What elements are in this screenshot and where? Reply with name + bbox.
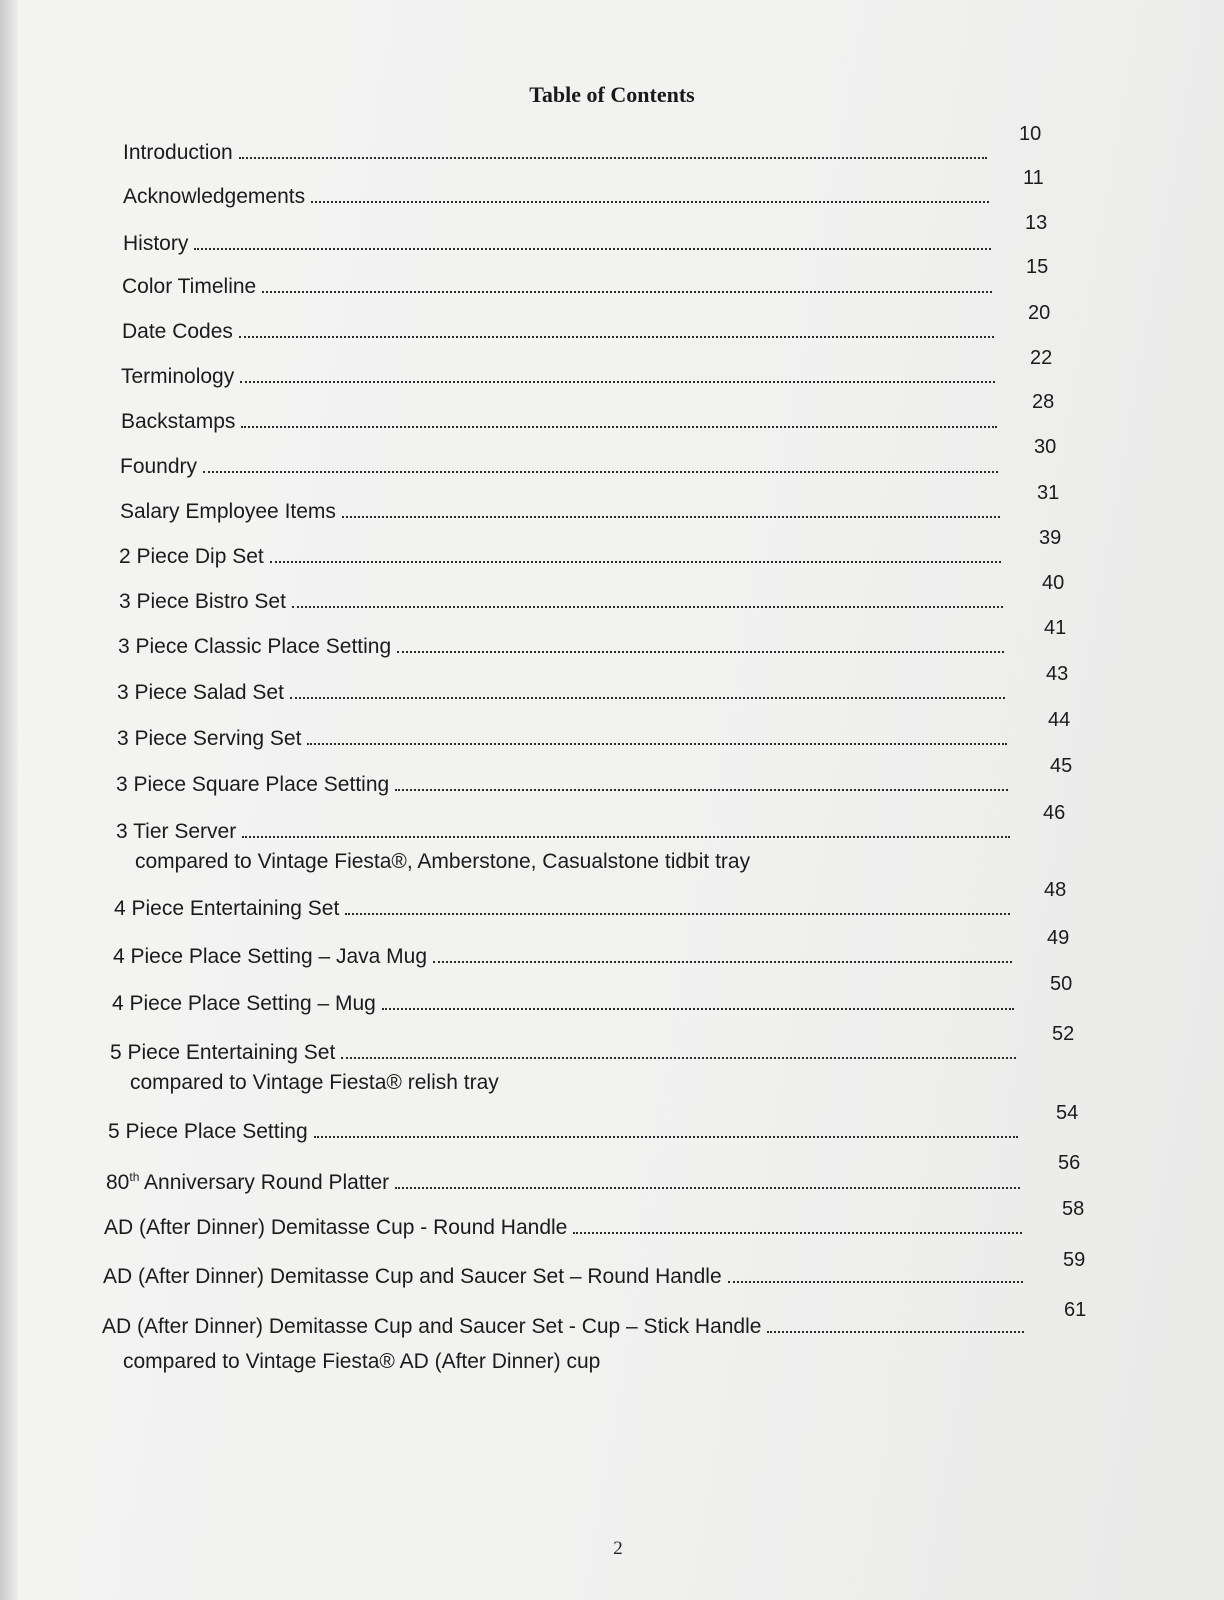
toc-entry-label: Salary Employee Items: [120, 500, 336, 523]
toc-entry-subtitle: compared to Vintage Fiesta® AD (After Dinner) cup: [123, 1350, 601, 1373]
toc-entry-page: 41: [1044, 617, 1067, 639]
leader-dots: [241, 420, 997, 428]
toc-entry-page: 48: [1044, 879, 1067, 901]
toc-entry-label: 3 Piece Serving Set: [117, 727, 302, 750]
toc-entry: [119, 572, 1065, 614]
toc-entry-label: Color Timeline: [122, 275, 257, 298]
toc-entry: [120, 482, 1060, 524]
toc-entry-label: Acknowledgements: [123, 185, 306, 208]
toc-entry-page: 46: [1043, 802, 1066, 824]
toc-entry: [122, 256, 1049, 299]
toc-entry-label: 3 Piece Classic Place Setting: [118, 635, 392, 658]
toc-entry-label: Foundry: [120, 455, 198, 478]
toc-entry-label: History: [123, 232, 189, 255]
page-number: 2: [613, 1538, 623, 1559]
toc-entry-label: 4 Piece Place Setting – Java Mug: [113, 945, 428, 968]
toc-entry: [123, 123, 1042, 165]
toc-entry: [118, 617, 1067, 659]
toc-entry: [121, 347, 1053, 389]
toc-entry: [112, 973, 1073, 1016]
leader-dots: [395, 783, 1008, 791]
toc-entry-page: 31: [1037, 482, 1060, 504]
leader-dots: [239, 151, 987, 159]
toc-entry-page: 39: [1039, 527, 1062, 549]
toc-entry-label: 4 Piece Place Setting – Mug: [112, 992, 376, 1015]
leader-dots: [240, 375, 995, 383]
toc-entry-page: 50: [1050, 973, 1073, 995]
leader-dots: [728, 1275, 1023, 1283]
leader-dots: [433, 955, 1012, 963]
toc-entry: [114, 879, 1067, 921]
toc-entry-label: 4 Piece Entertaining Set: [114, 897, 340, 920]
toc-entry-label: AD (After Dinner) Demitasse Cup and Saucer Set – Round Handle: [103, 1265, 722, 1288]
leader-dots: [311, 195, 989, 203]
toc-entry: [120, 436, 1057, 479]
toc-entry-label: 3 Piece Square Place Setting: [116, 773, 390, 796]
toc-entry-label: [106, 1170, 389, 1195]
toc-entry: [102, 1299, 1087, 1339]
toc-entry-label: 3 Piece Bistro Set: [119, 590, 286, 613]
toc-entry: [106, 1152, 1081, 1195]
leader-dots: [270, 555, 1001, 563]
toc-entry: [119, 527, 1062, 569]
toc-entry-page: 59: [1063, 1249, 1086, 1271]
toc-entry-page: 15: [1026, 256, 1049, 278]
toc-entry-page: 20: [1028, 302, 1051, 324]
leader-dots: [382, 1002, 1014, 1010]
toc-entry-page: 44: [1048, 709, 1071, 731]
toc-entry: [108, 1102, 1079, 1144]
toc-entry-page: 28: [1032, 391, 1055, 413]
leader-dots: [395, 1181, 1020, 1189]
toc-entry-label: 3 Piece Salad Set: [117, 681, 284, 704]
toc-entry-page: 22: [1030, 347, 1053, 369]
leader-dots: [242, 830, 1010, 838]
leader-dots: [573, 1226, 1022, 1234]
toc-entry-page: 54: [1056, 1102, 1079, 1124]
toc-entry: [104, 1198, 1085, 1240]
toc-entry: [121, 391, 1055, 434]
leader-dots: [342, 510, 1000, 518]
toc-entry-page: 11: [1023, 167, 1044, 189]
toc-entry-page: 43: [1046, 663, 1069, 685]
anniversary-number: 80: [106, 1171, 130, 1194]
toc-entry-page: 56: [1058, 1152, 1081, 1174]
ordinal-suffix: th: [129, 1170, 140, 1184]
toc-entry-subtitle: compared to Vintage Fiesta® relish tray: [130, 1071, 499, 1094]
toc-entry-page: 10: [1019, 123, 1042, 145]
toc-entry: [117, 709, 1071, 751]
toc-entry-page: 30: [1034, 436, 1057, 458]
leader-dots: [262, 285, 992, 293]
toc-entry: [123, 167, 1044, 209]
toc-entry-subtitle: compared to Vintage Fiesta®, Amberstone, Casualstone tidbit tray: [135, 850, 751, 873]
leader-dots: [767, 1325, 1024, 1333]
toc-entry-page: 52: [1052, 1023, 1075, 1045]
leader-dots: [314, 1130, 1018, 1138]
toc-entry-label: AD (After Dinner) Demitasse Cup - Round Handle: [104, 1216, 568, 1239]
leader-dots: [203, 465, 998, 473]
toc-entry: [116, 755, 1073, 797]
leader-dots: [290, 691, 1005, 699]
toc-entry-label: Date Codes: [122, 320, 233, 343]
toc-entry-label: AD (After Dinner) Demitasse Cup and Saucer Set - Cup – Stick Handle: [102, 1315, 762, 1338]
toc-entry-label: 5 Piece Entertaining Set: [110, 1041, 336, 1064]
toc-entry: [123, 212, 1048, 256]
toc-entry-page: 61: [1064, 1299, 1087, 1321]
toc-entry: [110, 1023, 1075, 1065]
toc-entry-label: 5 Piece Place Setting: [108, 1120, 308, 1143]
toc-entry-page: 40: [1042, 572, 1065, 594]
toc-entry-label: 3 Tier Server: [116, 820, 237, 843]
leader-dots: [239, 330, 994, 338]
toc-entry-label: Backstamps: [121, 410, 236, 433]
toc-entry: [113, 927, 1070, 969]
leader-dots: [345, 907, 1010, 915]
toc-entry-page: 58: [1062, 1198, 1085, 1220]
leader-dots: [292, 600, 1003, 608]
toc-entry-page: 13: [1025, 212, 1048, 234]
toc-entry-label: Terminology: [121, 365, 235, 388]
toc-entry: [117, 663, 1069, 705]
toc-title: Table of Contents: [529, 82, 695, 107]
toc-entry: [122, 302, 1051, 344]
leader-dots: [341, 1051, 1016, 1059]
anniversary-text: Anniversary Round Platter: [139, 1171, 390, 1194]
toc-entry-page: 45: [1050, 755, 1073, 777]
toc-entry: [116, 802, 1066, 844]
leader-dots: [194, 242, 991, 250]
toc-entry-label: 2 Piece Dip Set: [119, 545, 264, 568]
toc-entry: [103, 1249, 1086, 1289]
toc-entry-label: Introduction: [123, 141, 233, 164]
leader-dots: [307, 737, 1007, 745]
leader-dots: [397, 645, 1004, 653]
toc-entry-page: 49: [1047, 927, 1070, 949]
